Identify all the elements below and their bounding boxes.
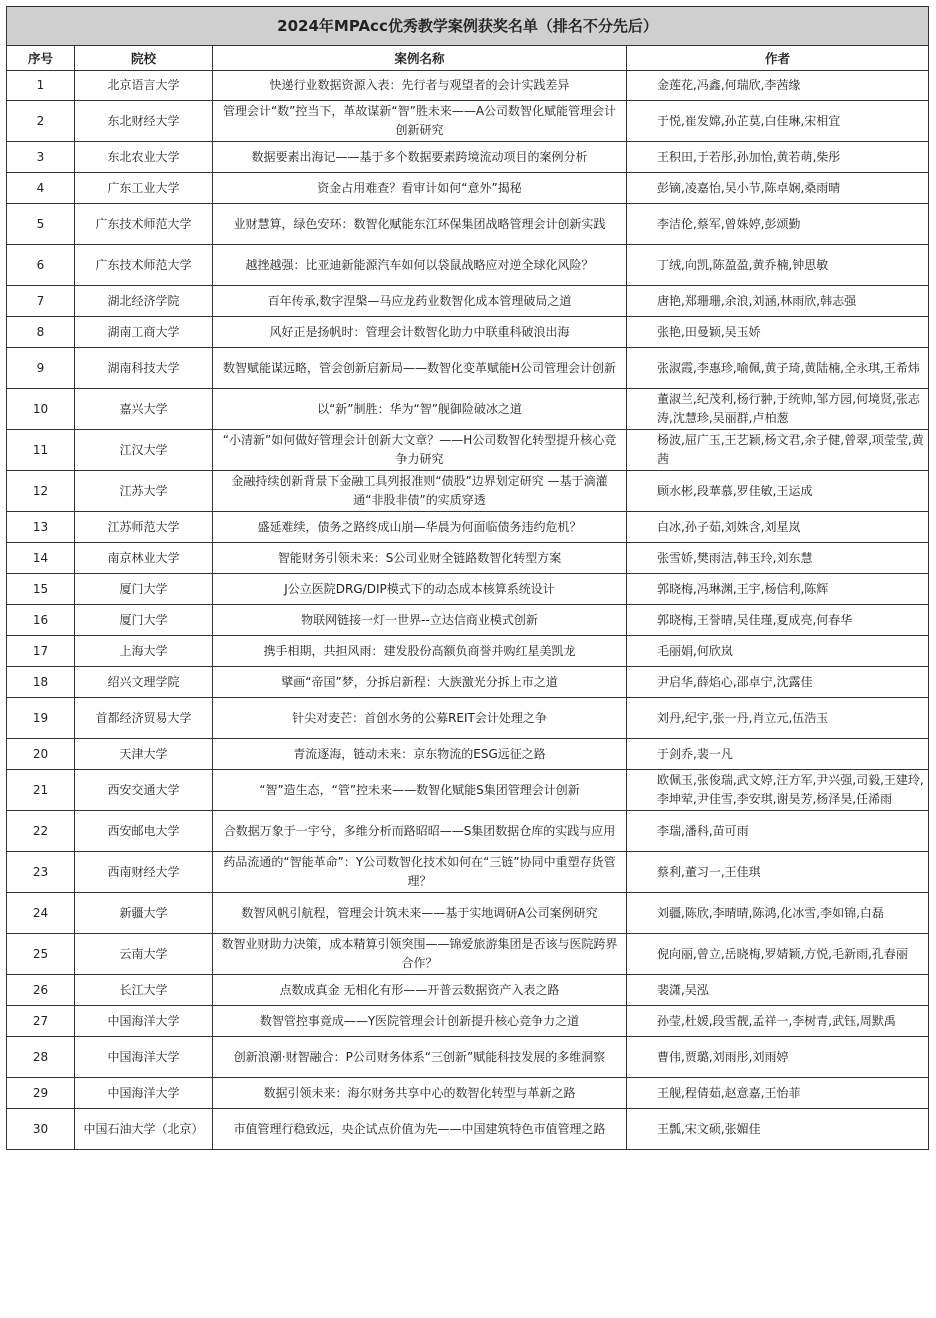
- row-school: 西南财经大学: [75, 852, 213, 893]
- row-school: 江苏师范大学: [75, 512, 213, 543]
- row-number: 18: [7, 667, 75, 698]
- row-school: 天津大学: [75, 739, 213, 770]
- table-row: [7, 667, 929, 698]
- row-school: 东北农业大学: [75, 142, 213, 173]
- row-number: 22: [7, 811, 75, 852]
- table-row: [7, 636, 929, 667]
- award-table: [6, 6, 929, 1150]
- row-authors: 欧佩玉,张俊瑞,武文婷,汪方军,尹兴强,司毅,王建玲,李坤荤,尹佳雪,李安琪,谢昊芳,杨泽昊,任浠雨: [627, 770, 929, 811]
- row-school: 云南大学: [75, 934, 213, 975]
- row-number: 19: [7, 698, 75, 739]
- row-case-name: 数智管控事竟成——Y医院管理会计创新提升核心竞争力之道: [213, 1006, 627, 1037]
- table-row: [7, 317, 929, 348]
- row-authors: 张雪娇,樊雨洁,韩玉玲,刘东慧: [627, 543, 929, 574]
- row-case-name: 数智风帆引航程，管理会计筑未来——基于实地调研A公司案例研究: [213, 893, 627, 934]
- table-row: [7, 173, 929, 204]
- row-authors: 王积田,于若彤,孙加怡,黄若萌,柴彤: [627, 142, 929, 173]
- row-case-name: J公立医院DRG/DIP模式下的动态成本核算系统设计: [213, 574, 627, 605]
- table-row: [7, 1006, 929, 1037]
- row-authors: 杨波,屈广玉,王艺颖,杨文君,余子健,曾翠,项莹莹,黄茜: [627, 430, 929, 471]
- row-number: 11: [7, 430, 75, 471]
- row-number: 15: [7, 574, 75, 605]
- row-case-name: 智能财务引领未来：S公司业财全链路数智化转型方案: [213, 543, 627, 574]
- row-school: 首都经济贸易大学: [75, 698, 213, 739]
- row-number: 29: [7, 1078, 75, 1109]
- row-case-name: 创新浪潮·财智融合：P公司财务体系“三创新”赋能科技发展的多维洞察: [213, 1037, 627, 1078]
- row-authors: 唐艳,郑珊珊,余浪,刘涵,林雨欣,韩志强: [627, 286, 929, 317]
- row-school: 江汉大学: [75, 430, 213, 471]
- row-case-name: 针尖对麦芒：首创水务的公募REIT会计处理之争: [213, 698, 627, 739]
- row-case-name: “小清新”如何做好管理会计创新大文章？——H公司数智化转型提升核心竞争力研究: [213, 430, 627, 471]
- row-number: 20: [7, 739, 75, 770]
- row-school: 广东技术师范大学: [75, 204, 213, 245]
- row-school: 嘉兴大学: [75, 389, 213, 430]
- row-number: 23: [7, 852, 75, 893]
- row-authors: 于剑乔,裴一凡: [627, 739, 929, 770]
- row-number: 21: [7, 770, 75, 811]
- row-case-name: 盛延难续，债务之路终成山崩—华晨为何面临债务违约危机？: [213, 512, 627, 543]
- table-row: [7, 348, 929, 389]
- row-case-name: 快递行业数据资源入表：先行者与观望者的会计实践差异: [213, 71, 627, 101]
- row-number: 4: [7, 173, 75, 204]
- row-case-name: 数智赋能谋远略，管会创新启新局——数智化变革赋能H公司管理会计创新: [213, 348, 627, 389]
- table-body: [7, 71, 929, 1150]
- table-row: [7, 811, 929, 852]
- award-list-sheet: [6, 6, 928, 1150]
- row-school: 长江大学: [75, 975, 213, 1006]
- header-row: [7, 46, 929, 71]
- row-number: 27: [7, 1006, 75, 1037]
- row-authors: 郭晓梅,冯琳渊,王宇,杨信利,陈辉: [627, 574, 929, 605]
- table-title: 2024年MPAcc优秀教学案例获奖名单（排名不分先后）: [7, 7, 929, 46]
- row-school: 西安邮电大学: [75, 811, 213, 852]
- table-row: [7, 543, 929, 574]
- row-school: 厦门大学: [75, 605, 213, 636]
- row-number: 5: [7, 204, 75, 245]
- row-authors: 刘丹,纪宇,张一丹,肖立元,伍浩玉: [627, 698, 929, 739]
- row-case-name: 点数成真金 无相化有形——开普云数据资产入表之路: [213, 975, 627, 1006]
- row-school: 江苏大学: [75, 471, 213, 512]
- row-school: 中国海洋大学: [75, 1078, 213, 1109]
- row-authors: 李瑞,潘科,苗可雨: [627, 811, 929, 852]
- table-row: [7, 1078, 929, 1109]
- table-row: [7, 934, 929, 975]
- row-school: 南京林业大学: [75, 543, 213, 574]
- row-authors: 郭晓梅,王誉晴,吴佳瑾,夏成亮,何春华: [627, 605, 929, 636]
- row-number: 7: [7, 286, 75, 317]
- table-row: [7, 245, 929, 286]
- row-authors: 尹启华,薛焰心,邵卓宁,沈露佳: [627, 667, 929, 698]
- row-authors: 孙莹,杜媛,段雪靓,孟祥一,李树青,武钰,周默禹: [627, 1006, 929, 1037]
- row-number: 28: [7, 1037, 75, 1078]
- row-case-name: 药品流通的“智能革命”：Y公司数智化技术如何在“三链”协同中重塑存货管理？: [213, 852, 627, 893]
- row-case-name: 风好正是扬帆时：管理会计数智化助力中联重科破浪出海: [213, 317, 627, 348]
- row-number: 6: [7, 245, 75, 286]
- row-authors: 裴潇,吴泓: [627, 975, 929, 1006]
- row-school: 厦门大学: [75, 574, 213, 605]
- row-case-name: 携手相期，共担风雨：建发股份高额负商誉并购红星美凯龙: [213, 636, 627, 667]
- row-case-name: 越挫越强：比亚迪新能源汽车如何以袋鼠战略应对逆全球化风险？: [213, 245, 627, 286]
- row-school: 广东工业大学: [75, 173, 213, 204]
- table-row: [7, 204, 929, 245]
- row-number: 13: [7, 512, 75, 543]
- row-number: 24: [7, 893, 75, 934]
- row-school: 西安交通大学: [75, 770, 213, 811]
- table-row: [7, 975, 929, 1006]
- row-case-name: “智”造生态，“管”控未来——数智化赋能S集团管理会计创新: [213, 770, 627, 811]
- row-school: 湖南工商大学: [75, 317, 213, 348]
- row-number: 25: [7, 934, 75, 975]
- table-row: [7, 605, 929, 636]
- row-number: 1: [7, 71, 75, 101]
- row-authors: 白冰,孙子茹,刘姝含,刘星岚: [627, 512, 929, 543]
- row-authors: 于悦,崔发嫦,孙芷莫,白佳琳,宋相宜: [627, 101, 929, 142]
- row-case-name: 管理会计“数”控当下，革故谋新“智”胜未来——A公司数智化赋能管理会计创新研究: [213, 101, 627, 142]
- row-number: 3: [7, 142, 75, 173]
- row-case-name: 物联网链接一灯一世界--立达信商业模式创新: [213, 605, 627, 636]
- row-number: 2: [7, 101, 75, 142]
- row-number: 9: [7, 348, 75, 389]
- row-authors: 王瓢,宋文硕,张媚佳: [627, 1109, 929, 1150]
- row-school: 中国石油大学（北京）: [75, 1109, 213, 1150]
- row-school: 北京语言大学: [75, 71, 213, 101]
- row-case-name: 金融持续创新背景下金融工具列报准则“债股”边界划定研究 —基于滴灌通“非股非债”的实质穿透: [213, 471, 627, 512]
- row-number: 10: [7, 389, 75, 430]
- table-row: [7, 71, 929, 101]
- row-school: 绍兴文理学院: [75, 667, 213, 698]
- table-row: [7, 698, 929, 739]
- row-authors: 王舰,程倩茹,赵意嘉,王怡菲: [627, 1078, 929, 1109]
- table-row: [7, 101, 929, 142]
- row-school: 湖北经济学院: [75, 286, 213, 317]
- row-case-name: 合数据万象于一宇兮，多维分析而路昭昭——S集团数据仓库的实践与应用: [213, 811, 627, 852]
- row-case-name: 百年传承,数字涅槃—马应龙药业数智化成本管理破局之道: [213, 286, 627, 317]
- row-number: 26: [7, 975, 75, 1006]
- row-number: 30: [7, 1109, 75, 1150]
- row-authors: 刘疆,陈欣,李晴晴,陈鸿,化冰雪,李如锦,白磊: [627, 893, 929, 934]
- row-authors: 彭镝,凌嘉怡,吴小节,陈卓娴,桑雨晴: [627, 173, 929, 204]
- row-authors: 张淑霞,李惠珍,喻佩,黄子琦,黄陆楠,全永琪,王希炜: [627, 348, 929, 389]
- table-row: [7, 142, 929, 173]
- row-school: 广东技术师范大学: [75, 245, 213, 286]
- row-number: 14: [7, 543, 75, 574]
- row-case-name: 数据要素出海记——基于多个数据要素跨境流动项目的案例分析: [213, 142, 627, 173]
- table-row: [7, 1109, 929, 1150]
- row-authors: 蔡利,董习一,王佳琪: [627, 852, 929, 893]
- row-school: 中国海洋大学: [75, 1037, 213, 1078]
- table-row: [7, 389, 929, 430]
- row-authors: 李洁伦,蔡军,曾姝婷,彭颂勤: [627, 204, 929, 245]
- row-case-name: 业财慧算，绿色安环：数智化赋能东江环保集团战略管理会计创新实践: [213, 204, 627, 245]
- row-number: 8: [7, 317, 75, 348]
- table-row: [7, 852, 929, 893]
- row-school: 中国海洋大学: [75, 1006, 213, 1037]
- row-school: 新疆大学: [75, 893, 213, 934]
- row-case-name: 市值管理行稳致远，央企试点价值为先——中国建筑特色市值管理之路: [213, 1109, 627, 1150]
- table-row: [7, 471, 929, 512]
- table-row: [7, 574, 929, 605]
- row-case-name: 青流逐海，链动未来：京东物流的ESG远征之路: [213, 739, 627, 770]
- header-case-name: 案例名称: [213, 46, 627, 71]
- row-case-name: 数智业财助力决策，成本精算引领突围——锦爱旅游集团是否该与医院跨界合作？: [213, 934, 627, 975]
- table-row: [7, 739, 929, 770]
- row-number: 17: [7, 636, 75, 667]
- header-school: 院校: [75, 46, 213, 71]
- row-authors: 张艳,田曼颖,吴玉娇: [627, 317, 929, 348]
- row-authors: 倪向丽,曾立,岳晓梅,罗婧颖,方悦,毛新雨,孔春丽: [627, 934, 929, 975]
- row-authors: 董淑兰,纪茂利,杨行翀,于统帅,邹方园,何境贤,张志涛,沈慧珍,吴丽群,卢柏葱: [627, 389, 929, 430]
- row-authors: 曹伟,贾璐,刘雨彤,刘雨婷: [627, 1037, 929, 1078]
- table-row: [7, 512, 929, 543]
- row-school: 上海大学: [75, 636, 213, 667]
- table-row: [7, 893, 929, 934]
- row-school: 东北财经大学: [75, 101, 213, 142]
- header-authors: 作者: [627, 46, 929, 71]
- row-authors: 丁绒,向凯,陈盈盈,黄乔楠,钟思敏: [627, 245, 929, 286]
- table-row: [7, 770, 929, 811]
- row-number: 16: [7, 605, 75, 636]
- table-row: [7, 286, 929, 317]
- row-case-name: 以“新”制胜：华为“智”舰御险破冰之道: [213, 389, 627, 430]
- row-authors: 金莲花,冯鑫,何瑞欣,李茜缘: [627, 71, 929, 101]
- row-school: 湖南科技大学: [75, 348, 213, 389]
- row-case-name: 数据引领未来：海尔财务共享中心的数智化转型与革新之路: [213, 1078, 627, 1109]
- table-row: [7, 1037, 929, 1078]
- row-number: 12: [7, 471, 75, 512]
- row-authors: 顾水彬,段華慕,罗佳敏,王运成: [627, 471, 929, 512]
- row-case-name: 资金占用难查？看审计如何“意外”揭秘: [213, 173, 627, 204]
- row-authors: 毛丽娟,何欣岚: [627, 636, 929, 667]
- row-case-name: 擘画“帝国”梦，分拆启新程：大族激光分拆上市之道: [213, 667, 627, 698]
- table-row: [7, 430, 929, 471]
- header-number: 序号: [7, 46, 75, 71]
- title-row: [7, 7, 929, 46]
